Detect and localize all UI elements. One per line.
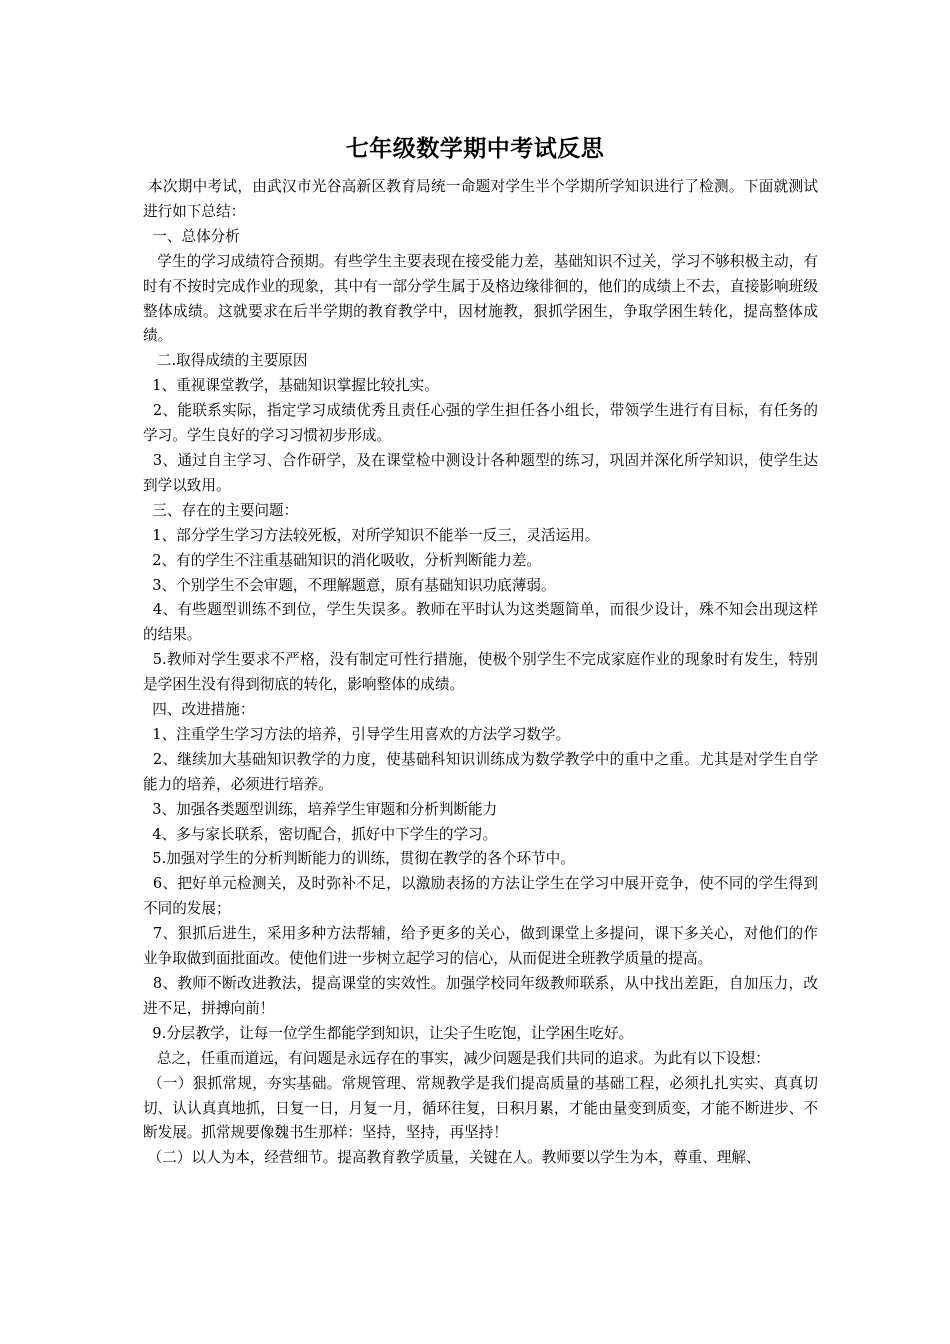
- document-title: 七年级数学期中考试反思: [345, 135, 605, 162]
- heading-overall-analysis: 一、总体分析: [143, 227, 240, 245]
- list-item: 1、重视课堂教学，基础知识掌握比较扎实。: [143, 377, 439, 395]
- list-item: 2、继续加大基础知识教学的力度，使基础科知识训练成为数学教学中的重中之重。尤其是对学生自学能力的培养，必须进行培养。: [143, 750, 818, 793]
- list-item: 3、通过自主学习、合作研学，及在课堂检中测设计各种题型的练习，巩固并深化所学知识，使学生达到学以致用。: [143, 451, 818, 494]
- list-item: 3、个别学生不会审题，不理解题意，原有基础知识功底薄弱。: [143, 576, 556, 594]
- paragraph-plan-one: （一）狠抓常规，夯实基础。常规管理、常规教学是我们提高质量的基础工程，必须扎扎实实、真真切切、认认真真地抓，日复一日，月复一月，循环往复，日积月累，才能由量变到质变，才能不断进步、不断发展。抓常规要像魏书生那样：坚持，坚持，再坚持！: [143, 1074, 818, 1142]
- list-item: 4、有些题型训练不到位，学生失误多。教师在平时认为这类题简单，而很少设计，殊不知会出现这样的结果。: [143, 601, 818, 644]
- list-item: 5.加强对学生的分析判断能力的训练，贯彻在教学的各个环节中。: [143, 850, 575, 868]
- paragraph-plan-two: （二）以人为本，经营细节。提高教育教学质量，关键在人。教师要以学生为本，尊重、理解、: [143, 1149, 761, 1167]
- list-item: 2、能联系实际，指定学习成绩优秀且责任心强的学生担任各小组长，带领学生进行有目标，有任务的学习。学生良好的学习习惯初步形成。: [143, 402, 818, 445]
- paragraph-overall-analysis: 学生的学习成绩符合预期。有些学生主要表现在接受能力差，基础知识不过关，学习不够积极主动，有时有不按时完成作业的现象，其中有一部分学生属于及格边缘徘徊的，他们的成绩上不去，直接影响班级整体成绩。这就要求在后半学期的教育教学中，因材施教，狠抓学困生，争取学困生转化，提高整体成绩。: [143, 252, 818, 345]
- heading-reasons: 二.取得成绩的主要原因: [143, 352, 308, 370]
- heading-improvements: 四、改进措施：: [143, 701, 255, 719]
- list-item: 2、有的学生不注重基础知识的消化吸收，分析判断能力差。: [143, 551, 542, 569]
- list-item: 5.教师对学生要求不严格，没有制定可性行措施，使极个别学生不完成家庭作业的现象时有发生，特别是学困生没有得到彻底的转化，影响整体的成绩。: [143, 651, 818, 694]
- paragraph-summary: 总之，任重而道远，有问题是永远存在的事实，减少问题是我们共同的追求。为此有以下设想：: [143, 1049, 770, 1067]
- paragraph-intro: 本次期中考试，由武汉市光谷高新区教育局统一命题对学生半个学期所学知识进行了检测。下面就测试进行如下总结：: [143, 178, 818, 220]
- list-item: 3、加强各类题型训练，培养学生审题和分析判断能力: [143, 800, 498, 818]
- list-item: 7、狠抓后进生，采用多种方法帮辅，给予更多的关心，做到课堂上多提问，课下多关心，对他们的作业争取做到面批面改。使他们进一步树立起学习的信心，从而促进全班教学质量的提高。: [143, 925, 818, 968]
- list-item: 1、部分学生学习方法较死板，对所学知识不能举一反三，灵活运用。: [143, 526, 600, 544]
- list-item: 6、把好单元检测关，及时弥补不足，以激励表扬的方法让学生在学习中展开竞争，使不同的学生得到不同的发展；: [143, 875, 818, 918]
- list-item: 4、多与家长联系，密切配合，抓好中下学生的学习。: [143, 825, 498, 843]
- heading-problems: 三、存在的主要问题：: [143, 501, 299, 519]
- document-body: [143, 175, 818, 1171]
- list-item: 1、注重学生学习方法的培养，引导学生用喜欢的方法学习数学。: [143, 725, 571, 743]
- list-item: 9.分层教学，让每一位学生都能学到知识，让尖子生吃饱，让学困生吃好。: [143, 1024, 634, 1042]
- list-item: 8、教师不断改进教法，提高课堂的实效性。加强学校同年级教师联系，从中找出差距，自加压力，改进不足，拼搏向前！: [143, 975, 818, 1017]
